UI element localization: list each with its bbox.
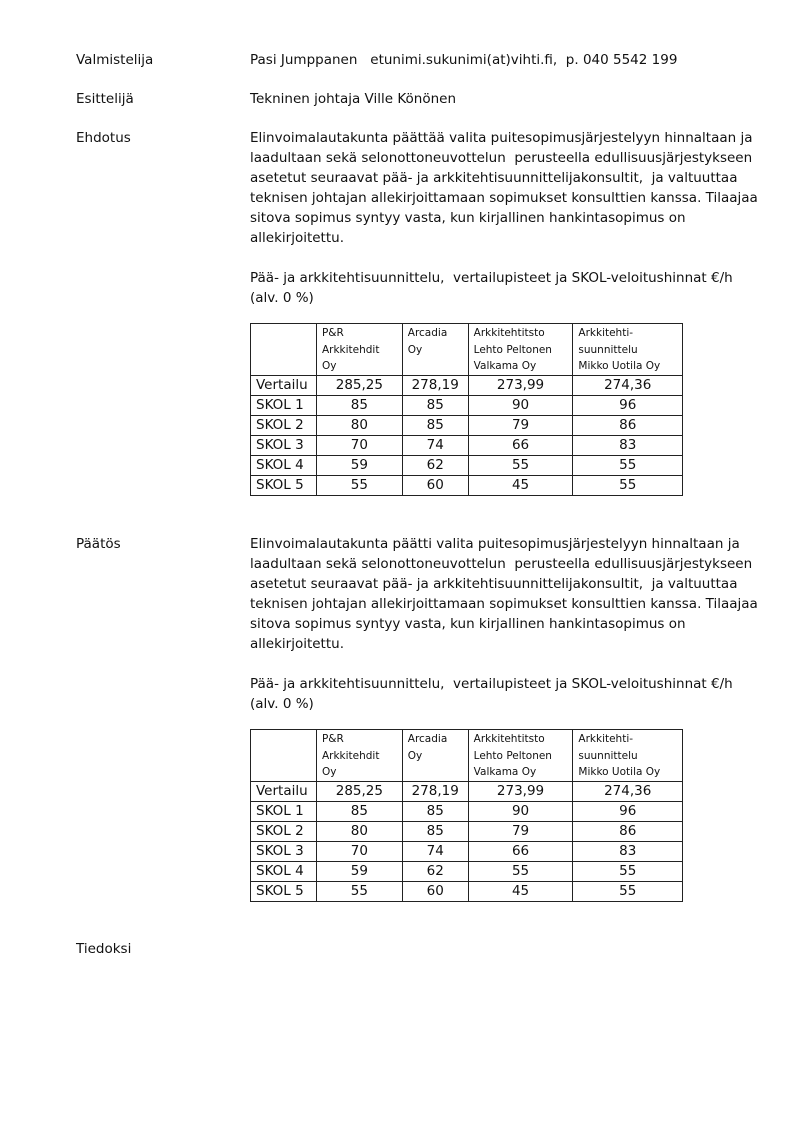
table-cell: 273,99 xyxy=(468,375,573,395)
esittelija-label: Esittelijä xyxy=(76,91,134,107)
table-cell: 80 xyxy=(316,415,402,435)
paatos-line: laadultaan sekä selonottoneuvottelun perusteella edullisuusjärjestykseen xyxy=(250,556,753,572)
table-cell: 74 xyxy=(402,435,468,455)
paatos-line: allekirjoitettu. xyxy=(250,636,344,652)
ehdotus-line: allekirjoitettu. xyxy=(250,230,344,246)
header-cell-lpv: Arkkitehtitsto Lehto Peltonen Valkama Oy xyxy=(468,324,573,376)
table-row xyxy=(251,801,683,821)
table-cell: 66 xyxy=(468,435,573,455)
table-cell: 79 xyxy=(468,821,573,841)
table-cell: 86 xyxy=(573,415,683,435)
header-cell-arcadia: Arcadia Oy xyxy=(402,324,468,376)
ehdotus-line: Elinvoimalautakunta päättää valita puitesopimusjärjestelyyn hinnaltaan ja xyxy=(250,130,753,146)
ehdotus-label: Ehdotus xyxy=(76,130,131,146)
paatos-price-table xyxy=(250,729,683,902)
table-cell: 83 xyxy=(573,435,683,455)
table-cell: 79 xyxy=(468,415,573,435)
table-cell: 96 xyxy=(573,801,683,821)
table-cell: 90 xyxy=(468,395,573,415)
paatos-line: teknisen johtajan allekirjoittamaan sopimukset konsulttien kanssa. Tilaajaa xyxy=(250,596,758,612)
header-cell-empty xyxy=(251,730,317,782)
row-label: SKOL 4 xyxy=(251,861,317,881)
table-cell: 278,19 xyxy=(402,781,468,801)
table-row xyxy=(251,475,683,495)
ehdotus-price-table xyxy=(250,323,683,496)
row-label: SKOL 1 xyxy=(251,395,317,415)
table-row xyxy=(251,455,683,475)
table-cell: 96 xyxy=(573,395,683,415)
caption-line: (alv. 0 %) xyxy=(250,696,314,712)
table-cell: 85 xyxy=(402,395,468,415)
row-label: SKOL 5 xyxy=(251,475,317,495)
table-cell: 59 xyxy=(316,861,402,881)
table-cell: 60 xyxy=(402,475,468,495)
ehdotus-paragraph xyxy=(250,128,758,248)
table-cell: 274,36 xyxy=(573,781,683,801)
tiedoksi-label: Tiedoksi xyxy=(76,941,132,957)
header-cell-pr: P&R Arkkitehdit Oy xyxy=(316,324,402,376)
table-cell: 86 xyxy=(573,821,683,841)
table-row xyxy=(251,435,683,455)
table-cell: 66 xyxy=(468,841,573,861)
paatos-line: Elinvoimalautakunta päätti valita puitesopimusjärjestelyyn hinnaltaan ja xyxy=(250,536,740,552)
ehdotus-line: teknisen johtajan allekirjoittamaan sopimukset konsulttien kanssa. Tilaajaa xyxy=(250,190,758,206)
header-cell-pr: P&R Arkkitehdit Oy xyxy=(316,730,402,782)
paatos-label: Päätös xyxy=(76,536,121,552)
paatos-line: asetetut seuraavat pää- ja arkkitehtisuunnittelijakonsultit, ja valtuuttaa xyxy=(250,576,738,592)
table-row xyxy=(251,881,683,901)
table-cell: 285,25 xyxy=(316,781,402,801)
paatos-paragraph xyxy=(250,534,758,654)
table-cell: 55 xyxy=(316,475,402,495)
table-cell: 85 xyxy=(402,415,468,435)
row-label: SKOL 2 xyxy=(251,415,317,435)
caption-line: (alv. 0 %) xyxy=(250,290,314,306)
table-cell: 55 xyxy=(573,475,683,495)
row-label: SKOL 3 xyxy=(251,841,317,861)
table-header-row xyxy=(251,324,683,376)
table-cell: 55 xyxy=(316,881,402,901)
row-label: SKOL 5 xyxy=(251,881,317,901)
ehdotus-line: asetetut seuraavat pää- ja arkkitehtisuunnittelijakonsultit, ja valtuuttaa xyxy=(250,170,738,186)
valmistelija-label: Valmistelija xyxy=(76,52,154,68)
table-row xyxy=(251,781,683,801)
table-cell: 62 xyxy=(402,861,468,881)
table-cell: 55 xyxy=(468,861,573,881)
table-row xyxy=(251,861,683,881)
table-row xyxy=(251,821,683,841)
table-cell: 55 xyxy=(573,861,683,881)
paatos-line: sitova sopimus syntyy vasta, kun kirjallinen hankintasopimus on xyxy=(250,616,686,632)
ehdotus-line: laadultaan sekä selonottoneuvottelun perusteella edullisuusjärjestykseen xyxy=(250,150,753,166)
row-label: SKOL 1 xyxy=(251,801,317,821)
ehdotus-table-caption xyxy=(250,268,750,308)
table-cell: 62 xyxy=(402,455,468,475)
table-cell: 85 xyxy=(316,395,402,415)
table-cell: 70 xyxy=(316,435,402,455)
table-cell: 55 xyxy=(573,455,683,475)
header-cell-uotila: Arkkitehti- suunnittelu Mikko Uotila Oy xyxy=(573,324,683,376)
table-header-row xyxy=(251,730,683,782)
header-cell-lpv: Arkkitehtitsto Lehto Peltonen Valkama Oy xyxy=(468,730,573,782)
table-cell: 60 xyxy=(402,881,468,901)
esittelija-value: Tekninen johtaja Ville Könönen xyxy=(250,91,457,107)
ehdotus-content xyxy=(250,128,758,496)
paatos-table-caption xyxy=(250,674,750,714)
table-cell: 85 xyxy=(316,801,402,821)
paatos-content xyxy=(250,534,758,902)
table-row xyxy=(251,841,683,861)
table-cell: 85 xyxy=(402,801,468,821)
ehdotus-line: sitova sopimus syntyy vasta, kun kirjallinen hankintasopimus on xyxy=(250,210,686,226)
table-cell: 74 xyxy=(402,841,468,861)
table-cell: 274,36 xyxy=(573,375,683,395)
table-row xyxy=(251,375,683,395)
row-label: SKOL 3 xyxy=(251,435,317,455)
table-cell: 90 xyxy=(468,801,573,821)
table-cell: 59 xyxy=(316,455,402,475)
table-cell: 85 xyxy=(402,821,468,841)
row-label: Vertailu xyxy=(251,781,317,801)
valmistelija-value: Pasi Jumppanen etunimi.sukunimi(at)vihti.fi, p. 040 5542 199 xyxy=(250,52,678,68)
table-cell: 285,25 xyxy=(316,375,402,395)
row-label: Vertailu xyxy=(251,375,317,395)
table-cell: 45 xyxy=(468,881,573,901)
table-cell: 278,19 xyxy=(402,375,468,395)
table-row xyxy=(251,395,683,415)
caption-line: Pää- ja arkkitehtisuunnittelu, vertailupisteet ja SKOL-veloitushinnat €/h xyxy=(250,676,733,692)
header-cell-empty xyxy=(251,324,317,376)
header-cell-uotila: Arkkitehti- suunnittelu Mikko Uotila Oy xyxy=(573,730,683,782)
caption-line: Pää- ja arkkitehtisuunnittelu, vertailupisteet ja SKOL-veloitushinnat €/h xyxy=(250,270,733,286)
table-cell: 70 xyxy=(316,841,402,861)
header-cell-arcadia: Arcadia Oy xyxy=(402,730,468,782)
table-cell: 273,99 xyxy=(468,781,573,801)
row-label: SKOL 4 xyxy=(251,455,317,475)
table-cell: 45 xyxy=(468,475,573,495)
table-cell: 80 xyxy=(316,821,402,841)
table-row xyxy=(251,415,683,435)
row-label: SKOL 2 xyxy=(251,821,317,841)
table-cell: 83 xyxy=(573,841,683,861)
table-cell: 55 xyxy=(573,881,683,901)
table-cell: 55 xyxy=(468,455,573,475)
